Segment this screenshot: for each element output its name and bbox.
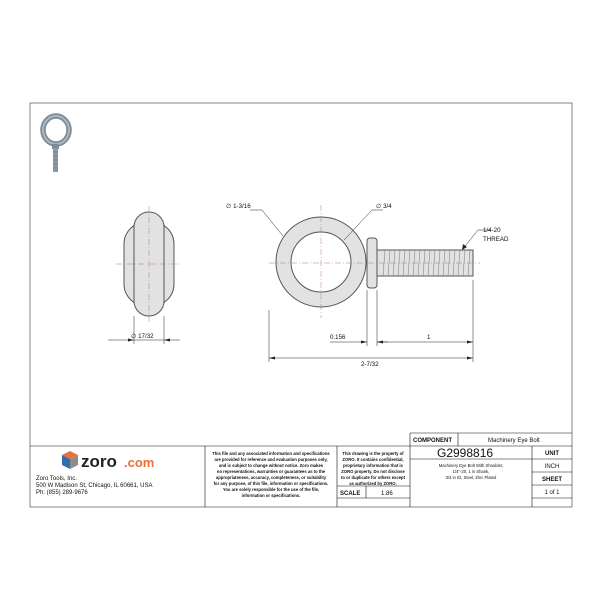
sheet-value: 1 of 1: [544, 490, 560, 496]
scale-label: SCALE: [340, 491, 361, 497]
proprietary-notice: [341, 451, 406, 486]
sheet-label: SHEET: [541, 477, 563, 483]
overall-length-label: 2-7/32: [361, 361, 379, 368]
disclaimer-line: appropriateness, accuracy, completeness, or suitability: [215, 475, 327, 480]
disclaimer-line: You are solely responsible for the use of the file,: [222, 487, 320, 492]
thread-size-label: 1/4-20: [483, 227, 501, 234]
side-view: [108, 206, 182, 344]
zoro-logo: [62, 451, 154, 471]
disclaimer-line: are provided for reference and evaluation purposes only,: [214, 457, 328, 462]
logo-wordmark: zoro: [81, 452, 117, 471]
company-name: Zoro Tools, Inc.: [36, 476, 77, 482]
thread-type-label: THREAD: [483, 236, 509, 243]
eye-bolt-thumbnail: [43, 116, 69, 172]
company-phone: Ph: (855) 289-9676: [36, 490, 88, 496]
front-view: [250, 205, 491, 362]
logo-domain: .com: [124, 455, 155, 470]
description-line: 1/4"-20, 1 in Shank,: [452, 469, 490, 474]
disclaimer-line: This file and any associated information and specifications: [212, 451, 330, 456]
zoro-cube-icon: [62, 451, 78, 469]
proprietary-line: to or duplicate for others except: [341, 475, 405, 480]
proprietary-line: proprietary information that is: [343, 463, 403, 468]
disclaimer-line: no representations, warranties or guarantees as to the: [216, 469, 326, 474]
unit-value: INCH: [544, 464, 560, 470]
part-number: G2998816: [437, 446, 494, 460]
component-value: Machinery Eye Bolt: [488, 438, 540, 444]
part-description: [439, 463, 503, 480]
component-label: COMPONENT: [413, 438, 452, 444]
disclaimer-line: and is subject to change without notice. Zoro makes: [218, 463, 324, 468]
shoulder-length-label: 0.156: [330, 334, 346, 341]
unit-label: UNIT: [545, 451, 559, 457]
side-thickness-label: ∅ 17/32: [131, 333, 154, 340]
inner-diameter-label: ∅ 3/4: [376, 203, 392, 210]
unit-sheet-block: [542, 451, 562, 496]
outer-diameter-label: ∅ 1-3/16: [226, 203, 251, 210]
proprietary-line: This drawing is the property of: [342, 451, 404, 456]
scale-value: 1.86: [381, 491, 393, 497]
proprietary-line: ZORO. It contains confidential,: [342, 457, 404, 462]
proprietary-line: as authorized by ZORO.: [349, 481, 397, 486]
disclaimer-text: [212, 451, 330, 498]
shank-length-label: 1: [427, 334, 431, 341]
company-address: 500 W Madison St, Chicago, IL 60661, USA: [36, 483, 153, 489]
description-line: Machinery Eye Bolt With Shoulder,: [438, 463, 504, 468]
proprietary-line: ZORO property. Do not disclose: [341, 469, 405, 474]
disclaimer-line: for any purpose, of this file, information or specifications.: [213, 481, 329, 486]
description-line: 3/4 in ID, Steel, Zinc Plated: [445, 475, 497, 480]
disclaimer-line: information or specifications.: [241, 493, 301, 498]
